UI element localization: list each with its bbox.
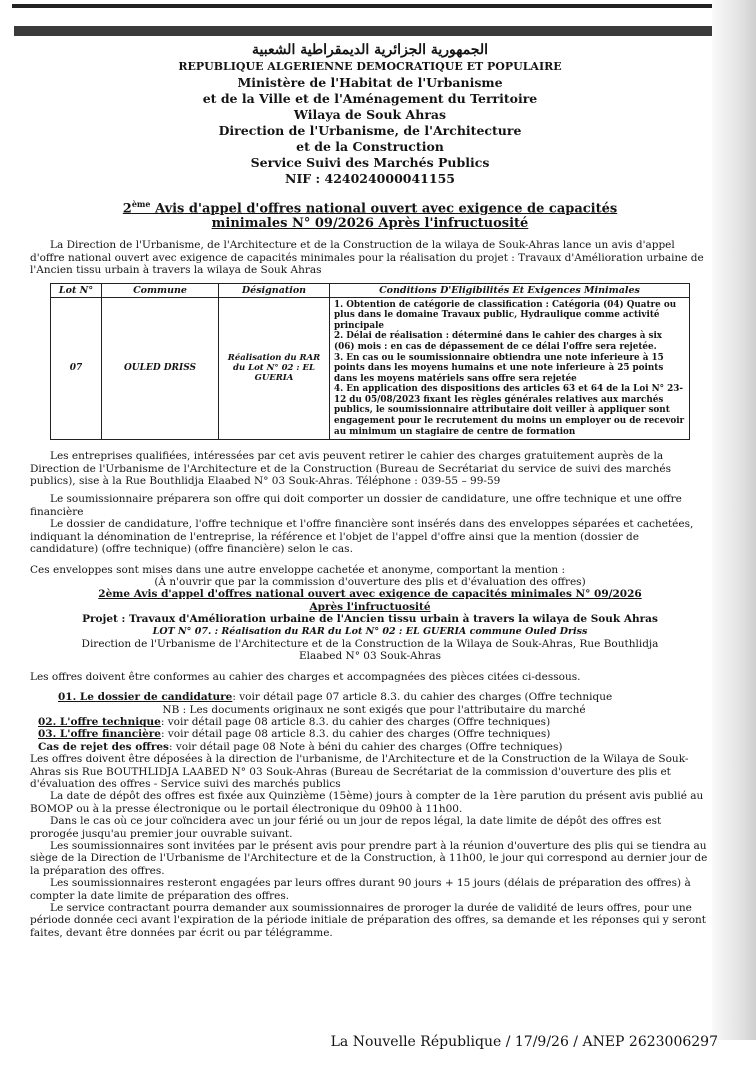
paragraph-prorogation: Le service contractant pourra demander aux soumissionnaires de proroger la durée de validité de leurs offres, pour une période donnée ceci avant l'expiration de la période initiale de préparation des offres, sa demande et les réponses qui y seront faites, devant être données par écrit ou par télégramme.: [30, 902, 706, 939]
header-line: Ministère de l'Habitat de l'Urbanisme: [237, 75, 503, 90]
title-number: 2: [122, 201, 132, 217]
notice-title: [30, 197, 710, 231]
nif-line: NIF : 424024000041155: [285, 171, 455, 186]
header-line: Service Suivi des Marchés Publics: [250, 155, 490, 170]
table-row: [51, 297, 690, 440]
cell-conditions: [330, 297, 690, 440]
republic-line: REPUBLIQUE ALGERIENNE DEMOCRATIQUE ET POPULAIRE: [178, 60, 562, 73]
list-item: [38, 741, 710, 753]
item-text: : voir détail page 08 article 8.3. du cahier des charges (Offre techniques): [160, 715, 551, 728]
projet-line: Projet : Travaux d'Amélioration urbaine de l'Ancien tissu urbain à travers la wilaya de Souk Ahras: [82, 613, 658, 626]
paragraph-offre: Le soumissionnaire préparera son offre qui doit comporter un dossier de candidature, une offre technique et une offre financière: [30, 493, 682, 518]
notice-page: [30, 36, 710, 939]
col-conditions: Conditions D'Eligibilités Et Exigences Minimales: [330, 283, 690, 297]
condition-item: 1. Obtention de catégorie de classification : Catégoria (04) Quatre ou plus dans le domaine Travaux public, Hydraulique comme activité principale: [334, 299, 677, 331]
title-line-2: minimales N° 09/2026 Après l'infructuosité: [211, 216, 529, 232]
publication-footer: La Nouvelle République / 17/9/26 / ANEP 2623006297: [330, 1034, 718, 1050]
title-repeat-2: Après l'infructuosité: [309, 600, 431, 613]
header-line: Wilaya de Souk Ahras: [293, 107, 447, 122]
condition-item: 2. Délai de réalisation : déterminé dans le cahier des charges à six (06) mois : en cas de dépassement de ce délai l'offre sera rejetée.: [334, 331, 663, 352]
paragraph-depot: Les offres doivent être déposées à la direction de l'urbanisme, de l'Architecture et de la Construction de la Wilaya de Souk-Ahras sis Rue BOUTHLIDJA LAABED N° 03 Souk-Ahras (Bureau de Secrétariat de la commission d'ouverture des plis et d'évaluation des offres - Service suivi des marchés publics: [30, 753, 689, 791]
title-repeat-1: 2ème Avis d'appel d'offres national ouvert avec exigence de capacités minimales N° 09/2026: [98, 588, 642, 601]
ministry-block: [30, 76, 710, 185]
paragraph-ouvrir: (À n'ouvrir que par la commission d'ouverture des plis et d'évaluation des offres): [154, 575, 586, 588]
direction-line-1: Direction de l'Urbanisme de l'Architecture et de la Construction de la Wilaya de Souk-Ahras, Rue Bouthlidja: [81, 637, 659, 650]
item-text: : voir détail page 08 Note à béni du cahier des charges (Offre techniques): [168, 740, 563, 753]
paragraph-retrait: Les entreprises qualifiées, intéressées par cet avis peuvent retirer le cahier des charges gratuitement auprès de la Direction de l'Urbanisme de l'Architecture et de la Construction (Bureau de Secrétariat du service de suivi des marchés publics), sise à la Rue Bouthlidja Elaabed N° 03 Souk-Ahras. Téléphone : 039-55 – 99-59: [30, 450, 672, 488]
cell-commune: OULED DRISS: [102, 297, 219, 440]
header-line: et de la Construction: [296, 139, 444, 154]
item-label: Cas de rejet des offres: [38, 740, 169, 753]
col-commune: Commune: [102, 283, 219, 297]
pieces-list: [30, 691, 710, 753]
intro-paragraph: La Direction de l'Urbanisme, de l'Architecture et de la Construction de la wilaya de Souk-Ahras lance un avis d'appel d'offre national ouvert avec exigence de capacités minimales pour la réalisation du projet : Travaux d'Amélioration urbaine de l'Ancien tissu urbain à travers la wilaya de Souk Ahras: [30, 239, 704, 277]
list-item: [58, 691, 710, 703]
item-label: 03. L'offre financière: [38, 728, 161, 741]
col-designation: Désignation: [219, 283, 330, 297]
item-label: 01. Le dossier de candidature: [58, 691, 233, 704]
scan-edge: [14, 26, 714, 36]
header-line: Direction de l'Urbanisme, de l'Architecture: [218, 123, 522, 138]
list-item: [38, 728, 710, 740]
title-line-1: Avis d'appel d'offres national ouvert avec exigence de capacités: [150, 201, 618, 217]
paragraph-date: La date de dépôt des offres est fixée aux Quinzième (15ème) jours à compter de la 1ère parution du présent avis publié au BOMOP ou à la presse électronique ou le portail électronique du 09h00 à 11h00.: [30, 790, 704, 815]
arabic-header: الجمهورية الجزائرية الديمقراطية الشعبية: [251, 42, 488, 58]
paragraph-conformes: Les offres doivent être conformes au cahier des charges et accompagnées des pièces citées ci-dessous.: [30, 670, 581, 683]
paragraph-validite: Les soumissionnaires resteront engagées par leurs offres durant 90 jours + 15 jours (délais de préparation des offres) à compter la date limite de préparation des offres.: [30, 877, 691, 902]
condition-item: 3. En cas ou le soumissionnaire obtiendra une note inferieure à 15 points dans les moyens humains et une note inferieure à 25 points dans les moyens matériels sans offre sera rejetée: [334, 352, 664, 384]
top-border: [12, 4, 712, 8]
title-sup: ème: [131, 199, 151, 209]
paragraph-enveloppes: Le dossier de candidature, l'offre technique et l'offre financière sont insérés dans des enveloppes séparées et cachetées, indiquant la dénomination de l'entreprise, la référence et l'objet de l'appel d'offre ainsi que la mention (dossier de candidature) (offre technique) (offre financière) selon le cas.: [30, 518, 694, 556]
item-text: : voir détail page 08 article 8.3. du cahier des charges (Offre techniques): [161, 728, 551, 741]
item-label: 02. L'offre technique: [38, 715, 161, 728]
item-text: : voir détail page 07 article 8.3. du cahier des charges (Offre technique: [232, 691, 613, 704]
lot-table: [50, 283, 690, 441]
paragraph-ferie: Dans le cas où ce jour coïncidera avec un jour férié ou un jour de repos légal, la date limite de dépôt des offres est prorogée jusqu'au premier jour ouvrable suivant.: [30, 815, 662, 840]
header-line: et de la Ville et de l'Aménagement du Territoire: [202, 91, 538, 106]
condition-item: 4. En application des dispositions des articles 63 et 64 de la Loi N° 23-12 du 05/08/2023 fixant les règles générales relatives aux marchés publics, le soumissionnaire attributaire doit veiller à appliquer sont engagement pour le recrutement du moins un employer ou de recevoir au minimum un stagiaire de centre de formation: [334, 384, 685, 437]
nb-line: NB : Les documents originaux ne sont exigés que pour l'attributaire du marché: [162, 703, 586, 716]
list-item: [38, 716, 710, 728]
direction-line-2: Elaabed N° 03 Souk-Ahras: [298, 650, 442, 663]
lot-line: LOT N° 07. : Réalisation du RAR du Lot N° 02 : EL GUERIA commune Ouled Driss: [152, 625, 588, 637]
table-header-row: [51, 283, 690, 297]
cell-lot: 07: [51, 297, 102, 440]
paragraph-mention: Ces enveloppes sont mises dans une autre enveloppe cachetée et anonyme, comportant la mention :: [30, 563, 566, 576]
paragraph-reunion: Les soumissionnaires sont invitées par le présent avis pour prendre part à la réunion d'ouverture des plis qui se tiendra au siège de la Direction de l'Urbanisme de l'Architecture et de la Construction, à 11h00, le jour qui correspond au dernier jour de la préparation des offres.: [30, 840, 708, 877]
cell-designation: Réalisation du RAR du Lot N° 02 : EL GUERIA: [219, 297, 330, 440]
scan-shadow: [712, 0, 756, 1040]
col-lot: Lot N°: [51, 283, 102, 297]
